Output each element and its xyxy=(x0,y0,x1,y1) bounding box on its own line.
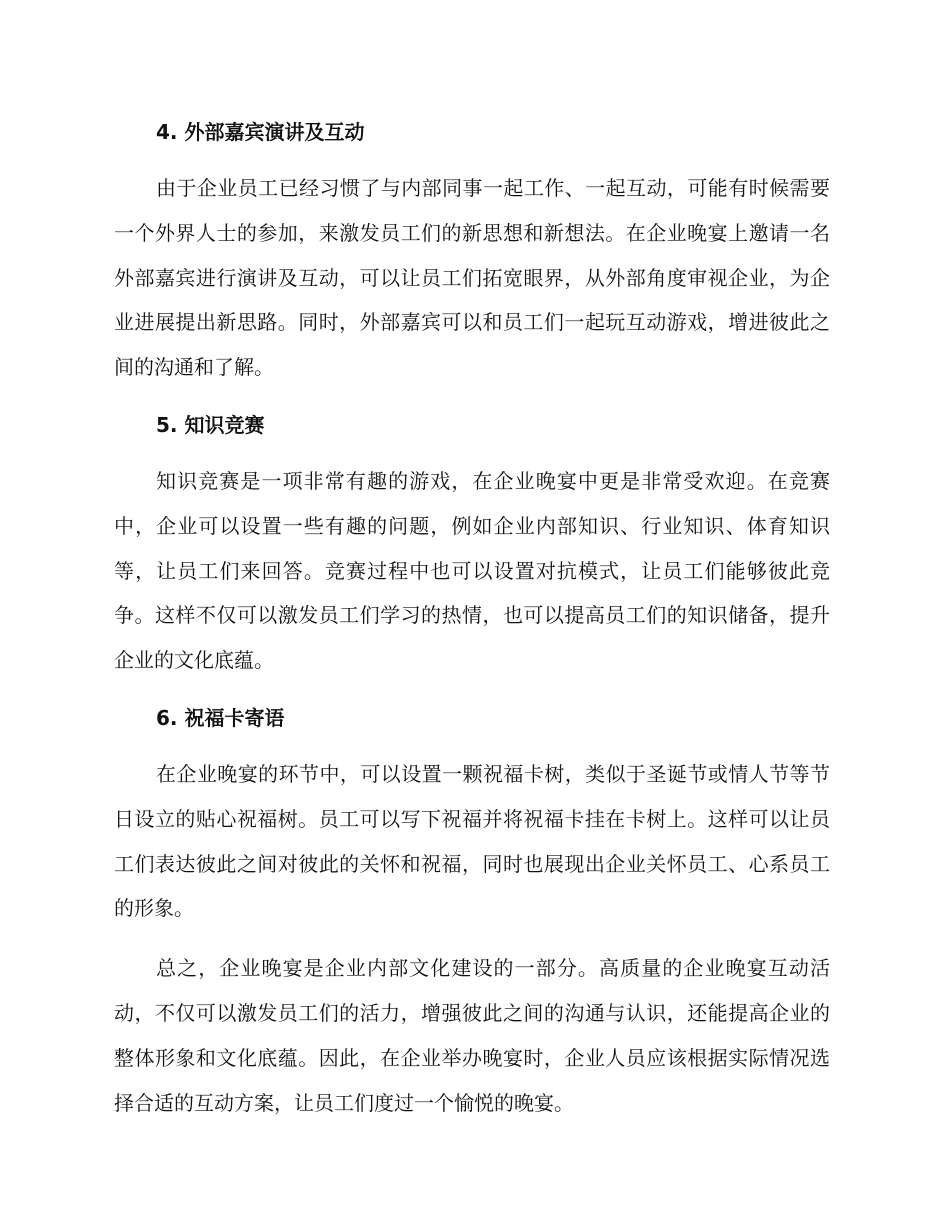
section-heading-6: 6. 祝福卡寄语 xyxy=(156,705,285,730)
section-heading-4: 4. 外部嘉宾演讲及互动 xyxy=(156,120,365,144)
section-heading-5: 5. 知识竞赛 xyxy=(156,412,265,437)
section-paragraph-5: 知识竞赛是一项非常有趣的游戏，在企业晚宴中更是非常受欢迎。在竞赛中，企业可以设置一些有趣的问题，例如企业内部知识、行业知识、体育知识等，让员工们来回答。竞赛过程中也可以设置对抗模式，让员工们能够彼此竞争。这样不仅可以激发员工们学习的热情，也可以提高员工们的知识储备，提升企业的文化底蕴。 xyxy=(114,468,830,673)
document-page xyxy=(114,112,830,1125)
section-paragraph-4: 由于企业员工已经习惯了与内部同事一起工作、一起互动，可能有时候需要一个外界人士的参加，来激发员工们的新思想和新想法。在企业晚宴上邀请一名外部嘉宾进行演讲及互动，可以让员工们拓宽眼界，从外部角度审视企业，为企业进展提出新思路。同时，外部嘉宾可以和员工们一起玩互动游戏，增进彼此之间的沟通和了解。 xyxy=(114,176,830,380)
section-paragraph-6: 在企业晚宴的环节中，可以设置一颗祝福卡树，类似于圣诞节或情人节等节日设立的贴心祝福树。员工可以写下祝福并将祝福卡挂在卡树上。这样可以让员工们表达彼此之间对彼此的关怀和祝福，同时也展现出企业关怀员工、心系员工的形象。 xyxy=(114,761,830,921)
conclusion-paragraph: 总之，企业晚宴是企业内部文化建设的一部分。高质量的企业晚宴互动活动，不仅可以激发员工们的活力，增强彼此之间的沟通与认识，还能提高企业的整体形象和文化底蕴。因此，在企业举办晚宴时，企业人员应该根据实际情况选择合适的互动方案，让员工们度过一个愉悦的晚宴。 xyxy=(114,956,830,1115)
